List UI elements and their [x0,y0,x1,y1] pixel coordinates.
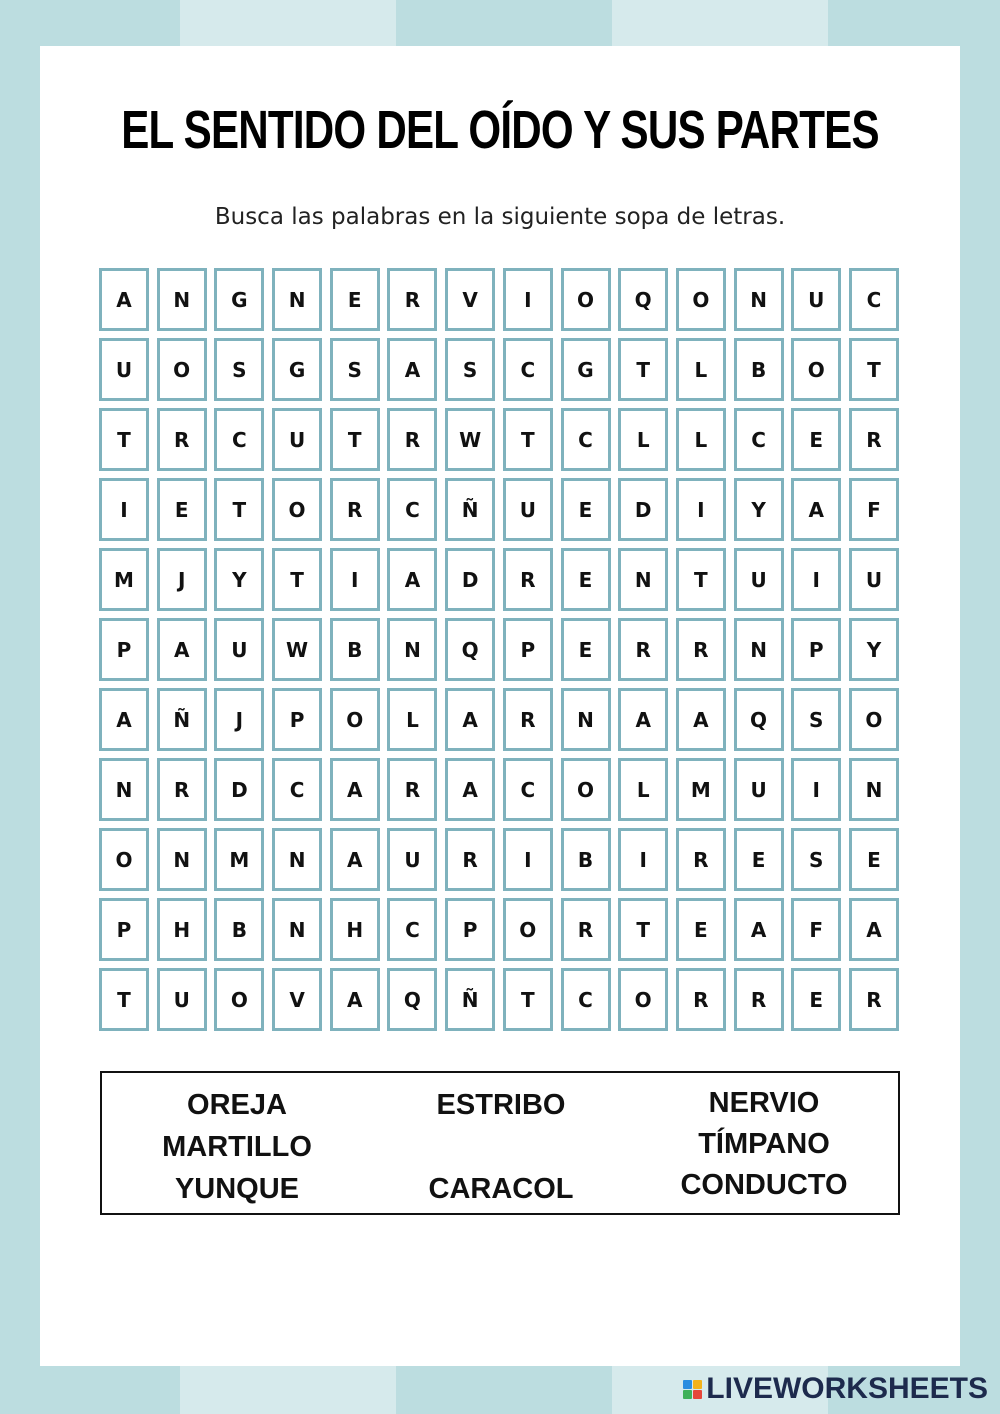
grid-cell[interactable]: M [99,548,149,611]
grid-cell[interactable]: C [734,408,784,471]
grid-cell[interactable]: C [503,338,553,401]
grid-cell[interactable]: T [99,968,149,1031]
grid-cell[interactable]: C [387,478,437,541]
grid-cell[interactable]: J [157,548,207,611]
grid-cell[interactable]: N [849,758,899,821]
grid-cell[interactable]: O [214,968,264,1031]
grid-cell[interactable]: N [734,268,784,331]
grid-cell[interactable]: O [849,688,899,751]
grid-cell[interactable]: R [618,618,668,681]
word-item: CARACOL [428,1173,574,1205]
grid-cell[interactable]: G [272,338,322,401]
grid-cell[interactable]: N [618,548,668,611]
grid-cell[interactable]: N [157,268,207,331]
logo-icon [683,1380,702,1399]
grid-cell[interactable]: T [99,408,149,471]
grid-cell[interactable]: N [387,618,437,681]
grid-cell[interactable]: A [157,618,207,681]
grid-cell[interactable]: B [734,338,784,401]
grid-cell[interactable]: A [676,688,726,751]
word-item: NERVIO [708,1087,820,1119]
grid-cell[interactable]: N [561,688,611,751]
grid-cell[interactable]: R [503,688,553,751]
grid-cell[interactable]: R [387,408,437,471]
grid-cell[interactable]: O [561,758,611,821]
grid-cell[interactable]: B [330,618,380,681]
grid-cell[interactable]: W [272,618,322,681]
grid-cell[interactable]: R [503,548,553,611]
grid-cell[interactable]: A [791,478,841,541]
grid-cell[interactable]: P [272,688,322,751]
grid-cell[interactable]: E [157,478,207,541]
grid-cell[interactable]: Q [387,968,437,1031]
grid-cell[interactable]: N [272,828,322,891]
grid-cell[interactable]: U [387,828,437,891]
word-item: ESTRIBO [436,1089,566,1121]
grid-cell[interactable]: E [791,408,841,471]
grid-cell[interactable]: R [157,758,207,821]
grid-cell[interactable]: E [561,618,611,681]
grid-cell[interactable]: E [676,898,726,961]
grid-cell[interactable]: I [791,548,841,611]
grid-cell[interactable]: V [272,968,322,1031]
grid-cell[interactable]: A [849,898,899,961]
grid-cell[interactable]: I [618,828,668,891]
grid-cell[interactable]: T [849,338,899,401]
grid-cell[interactable]: G [214,268,264,331]
grid-cell[interactable]: T [676,548,726,611]
grid-cell[interactable]: E [791,968,841,1031]
grid-cell[interactable]: A [99,688,149,751]
grid-cell[interactable]: U [157,968,207,1031]
grid-cell[interactable]: D [214,758,264,821]
grid-cell[interactable]: N [272,898,322,961]
grid-cell[interactable]: T [618,338,668,401]
grid-cell[interactable]: L [618,408,668,471]
grid-cell[interactable]: O [618,968,668,1031]
grid-cell[interactable]: R [387,758,437,821]
grid-cell[interactable]: F [791,898,841,961]
grid-cell[interactable]: A [330,828,380,891]
grid-cell[interactable]: I [99,478,149,541]
word-item: TÍMPANO [698,1128,830,1160]
word-list-box [100,1071,900,1215]
grid-cell[interactable]: I [503,828,553,891]
grid-cell[interactable]: U [734,758,784,821]
grid-cell[interactable]: B [214,898,264,961]
grid-cell[interactable]: C [387,898,437,961]
grid-cell[interactable]: J [214,688,264,751]
grid-cell[interactable]: U [214,618,264,681]
grid-cell[interactable]: O [503,898,553,961]
grid-cell[interactable]: E [561,548,611,611]
grid-cell[interactable]: L [676,338,726,401]
grid-cell[interactable]: R [676,968,726,1031]
grid-cell[interactable]: R [849,968,899,1031]
grid-cell[interactable]: R [676,828,726,891]
grid-cell[interactable]: L [618,758,668,821]
grid-cell[interactable]: S [791,688,841,751]
grid-cell[interactable]: Q [734,688,784,751]
grid-cell[interactable]: P [99,898,149,961]
grid-cell[interactable]: S [445,338,495,401]
grid-cell[interactable]: E [734,828,784,891]
grid-cell[interactable]: E [849,828,899,891]
grid-cell[interactable]: P [445,898,495,961]
grid-cell[interactable]: C [272,758,322,821]
grid-cell[interactable]: S [214,338,264,401]
grid-cell[interactable]: C [849,268,899,331]
grid-cell[interactable]: I [791,758,841,821]
grid-cell[interactable]: O [676,268,726,331]
grid-cell[interactable]: E [561,478,611,541]
grid-cell[interactable]: M [214,828,264,891]
grid-cell[interactable]: O [157,338,207,401]
grid-cell[interactable]: G [561,338,611,401]
grid-cell[interactable]: F [849,478,899,541]
grid-cell[interactable]: N [734,618,784,681]
grid-cell[interactable]: V [445,268,495,331]
grid-cell[interactable]: R [676,618,726,681]
grid-cell[interactable]: M [676,758,726,821]
grid-cell[interactable]: U [99,338,149,401]
grid-cell[interactable]: A [445,688,495,751]
grid-cell[interactable]: N [99,758,149,821]
grid-cell[interactable]: C [503,758,553,821]
grid-cell[interactable]: U [791,268,841,331]
grid-cell[interactable]: T [330,408,380,471]
grid-cell[interactable]: O [561,268,611,331]
grid-cell[interactable]: P [791,618,841,681]
grid-cell[interactable]: O [99,828,149,891]
grid-cell[interactable]: A [387,338,437,401]
word-item: YUNQUE [174,1173,300,1205]
grid-cell[interactable]: S [791,828,841,891]
word-item: OREJA [187,1089,287,1121]
grid-cell[interactable]: R [561,898,611,961]
grid-cell[interactable]: R [849,408,899,471]
grid-cell[interactable]: T [503,408,553,471]
grid-cell[interactable]: H [330,898,380,961]
grid-cell[interactable]: I [330,548,380,611]
grid-cell[interactable]: D [445,548,495,611]
grid-cell[interactable]: C [214,408,264,471]
grid-cell[interactable]: A [99,268,149,331]
liveworksheets-logo [683,1372,988,1406]
grid-cell[interactable]: P [503,618,553,681]
grid-cell[interactable]: T [618,898,668,961]
page-title: EL SENTIDO DEL OÍDO Y SUS PARTES [121,100,879,160]
grid-cell[interactable]: Ñ [445,968,495,1031]
instructions: Busca las palabras en la siguiente sopa de letras. [214,204,786,230]
word-search-grid [99,268,899,1031]
grid-cell[interactable]: N [157,828,207,891]
grid-cell[interactable]: Ñ [157,688,207,751]
grid-cell[interactable]: R [734,968,784,1031]
grid-cell[interactable]: Ñ [445,478,495,541]
grid-cell[interactable]: O [791,338,841,401]
grid-cell[interactable]: A [734,898,784,961]
grid-cell[interactable]: R [445,828,495,891]
grid-cell[interactable]: W [445,408,495,471]
grid-cell[interactable]: Q [445,618,495,681]
grid-cell[interactable]: Y [734,478,784,541]
grid-cell[interactable]: D [618,478,668,541]
grid-cell[interactable]: L [387,688,437,751]
grid-cell[interactable]: L [676,408,726,471]
grid-cell[interactable]: N [272,268,322,331]
grid-cell[interactable]: T [214,478,264,541]
grid-cell[interactable]: U [734,548,784,611]
grid-cell[interactable]: H [157,898,207,961]
grid-cell[interactable]: U [272,408,322,471]
grid-cell[interactable]: O [272,478,322,541]
grid-cell[interactable]: A [330,968,380,1031]
grid-cell[interactable]: U [849,548,899,611]
grid-cell[interactable]: R [330,478,380,541]
grid-cell[interactable]: A [618,688,668,751]
logo-text: LIVEWORKSHEETS [706,1372,988,1405]
grid-cell[interactable]: U [503,478,553,541]
word-item: MARTILLO [162,1131,312,1163]
grid-cell[interactable]: R [387,268,437,331]
grid-cell[interactable]: T [503,968,553,1031]
grid-cell[interactable]: Y [214,548,264,611]
grid-cell[interactable]: I [676,478,726,541]
grid-cell[interactable]: B [561,828,611,891]
grid-cell[interactable]: T [272,548,322,611]
grid-cell[interactable]: Y [849,618,899,681]
grid-cell[interactable]: A [387,548,437,611]
grid-cell[interactable]: C [561,968,611,1031]
grid-cell[interactable]: E [330,268,380,331]
grid-cell[interactable]: A [330,758,380,821]
grid-cell[interactable]: A [445,758,495,821]
grid-cell[interactable]: S [330,338,380,401]
grid-cell[interactable]: Q [618,268,668,331]
grid-cell[interactable]: C [561,408,611,471]
grid-cell[interactable]: O [330,688,380,751]
grid-cell[interactable]: I [503,268,553,331]
grid-cell[interactable]: P [99,618,149,681]
word-item: CONDUCTO [680,1169,848,1201]
grid-cell[interactable]: R [157,408,207,471]
